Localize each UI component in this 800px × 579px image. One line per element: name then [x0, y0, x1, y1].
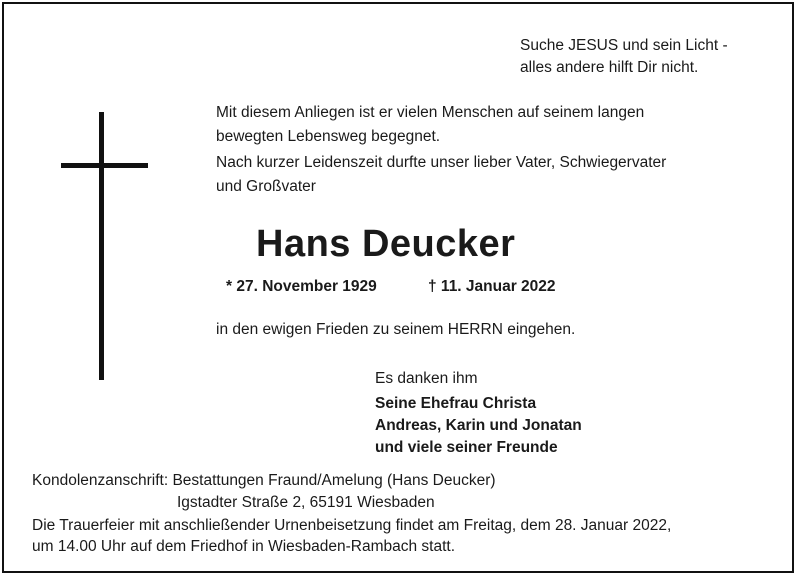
condolence-address-line-2: Igstadter Straße 2, 65191 Wiesbaden: [177, 494, 435, 511]
birth-date: * 27. November 1929: [226, 278, 377, 295]
closing-text: in den ewigen Frieden zu seinem HERRN eingehen.: [216, 321, 576, 338]
funeral-info-line-1: Die Trauerfeier mit anschließender Urnenbeisetzung findet am Freitag, dem 28. Januar 2022,: [32, 517, 672, 534]
intro-line-4: und Großvater: [216, 178, 316, 195]
mourner-line-3: und viele seiner Freunde: [375, 439, 558, 456]
intro-line-3: Nach kurzer Leidenszeit durfte unser lieber Vater, Schwiegervater: [216, 154, 667, 171]
death-date: † 11. Januar 2022: [428, 278, 556, 295]
cross-icon: [99, 112, 104, 380]
condolence-address-line-1: Kondolenzanschrift: Bestattungen Fraund/Amelung (Hans Deucker): [32, 472, 496, 489]
deceased-name: Hans Deucker: [256, 223, 516, 265]
motto-line-1: Suche JESUS und sein Licht -: [520, 37, 728, 54]
mourners-intro: Es danken ihm: [375, 370, 478, 387]
mourner-line-2: Andreas, Karin und Jonatan: [375, 417, 582, 434]
motto-line-2: alles andere hilft Dir nicht.: [520, 59, 699, 76]
cross-icon-bar: [61, 163, 148, 168]
intro-line-1: Mit diesem Anliegen ist er vielen Menschen auf seinem langen: [216, 104, 645, 121]
funeral-info-line-2: um 14.00 Uhr auf dem Friedhof in Wiesbaden-Rambach statt.: [32, 538, 456, 555]
mourner-line-1: Seine Ehefrau Christa: [375, 395, 537, 412]
obituary-notice: [2, 2, 794, 573]
intro-line-2: bewegten Lebensweg begegnet.: [216, 128, 441, 145]
